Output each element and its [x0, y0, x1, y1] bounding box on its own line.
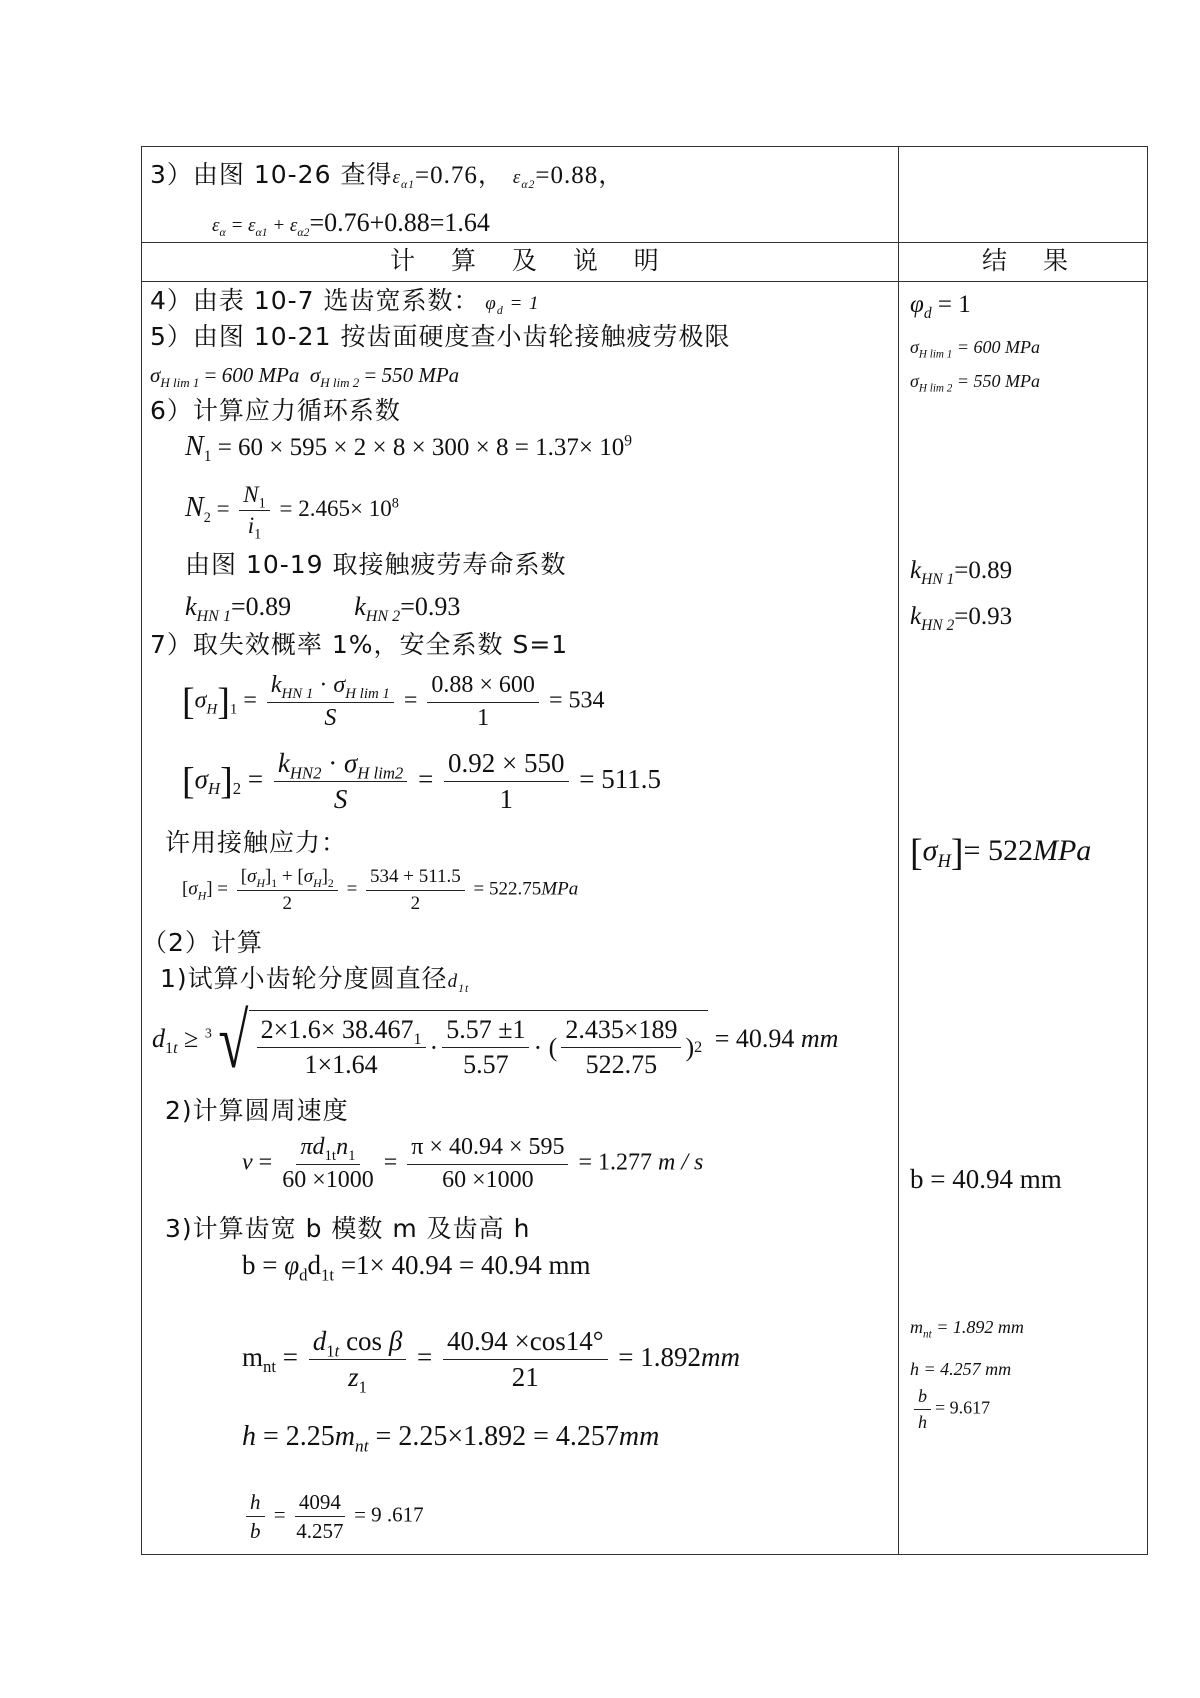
result-b-over-h: $\frac{b}{h}$ = 9.617: [910, 1386, 990, 1432]
velocity-formula: v = $\frac{\pi d_{1t}n_1}{60 \times 1000}$ = $\frac{\pi \times 40.94 \times 595}{60 \times 1000}$ = 1.277 m / s: [242, 1134, 704, 1193]
result-khn1: $k_{HN 1}=0.89$: [910, 557, 1013, 588]
khn-values: $k_{HN 1}=0.89$ $k_{HN 2}=0.93$: [185, 592, 461, 626]
result-khn2: $k_{HN 2}=0.93$: [910, 603, 1013, 634]
step-6b: 由图 10-19 取接触疲劳寿命系数: [185, 550, 567, 579]
step-5-values: $\sigma_{H lim 1} = 600$ MPa $\sigma_{H lim 2} = 550$ MPa: [150, 363, 460, 391]
step-4: 4）由表 10-7 选齿宽系数： $\varphi_d = 1$: [150, 286, 540, 317]
b-formula: $b = \varphi_dd_{1t} =1\times 40.94 = 40.94$ mm: [242, 1250, 591, 1285]
n1-formula: $N_1 = 60 \times 595 \times 2 \times 8 \times 300 \times 8 = 1.37\times 10^9$: [185, 431, 632, 465]
header-right: 结 果: [982, 246, 1082, 275]
n2-formula: $N_2$ = $\frac{N_1}{i_1}$ = $2.465\times 10^8$: [185, 482, 399, 544]
top-line-2: $\varepsilon_\alpha = \varepsilon_{\alpha 1} + \varepsilon_{\alpha 2}=0.76+0.88=1.64$: [212, 208, 490, 239]
step-6: 6）计算应力循环系数: [150, 396, 401, 425]
result-h: h = 4.257 mm: [910, 1359, 1012, 1379]
row-divider-header: [141, 281, 1148, 282]
result-sigma-hlim2: $\sigma_{H lim 2} = 550$ MPa: [910, 371, 1040, 395]
mnt-formula: $m_{nt}$ = $\frac{d_{1t} \cos \beta}{z_1}$ = $\frac{40.94 \times\cos 14^\circ}{21}$ = 1.892mm: [242, 1326, 740, 1397]
hb-formula: $\frac{h}{b}$ = $\frac{4094}{4.257}$ = 9 .617: [242, 1490, 424, 1543]
top-line-1: 3）由图 10-26 查得$\varepsilon_{\alpha 1}=0.76$， $\varepsilon_{\alpha 2}=0.88$，: [150, 160, 625, 191]
header-left: 计 算 及 说 明: [390, 246, 673, 275]
row-divider-top: [141, 242, 1148, 243]
sigma-h1-formula: $[\sigma_H]_1$ = $\frac{k_{HN 1} \cdot \sigma_{H lim 1}}{S}$ = $\frac{0.88 \times 600}{1}$ = 534: [182, 672, 605, 731]
calc-step-2: 2)计算圆周速度: [165, 1096, 349, 1125]
result-sigma-hlim1: $\sigma_{H lim 1} = 600$ MPa: [910, 337, 1040, 361]
column-divider: [898, 146, 899, 1555]
result-b: b = 40.94 mm: [910, 1164, 1062, 1194]
allow-formula: $[\sigma_H]$ = $\frac{[\sigma_H]_1 + [\sigma_H]_2}{2}$ = $\frac{534 + 511.5}{2}$ = 522.75MPa: [182, 866, 579, 914]
calc-heading: （2）计算: [142, 928, 263, 957]
h-formula: $h = 2.25m_{nt} = 2.25\times 1.892 = 4.257mm$: [242, 1421, 660, 1456]
result-mnt: $m_{nt} = 1.892$ mm: [910, 1317, 1024, 1341]
calc-step-1: 1)试算小齿轮分度圆直径$d_{1t}$: [160, 964, 470, 995]
step-7: 7）取失效概率 1%，安全系数 S=1: [150, 630, 569, 659]
calc-step-3: 3)计算齿宽 b 模数 m 及齿高 h: [165, 1214, 531, 1243]
result-sigma-h: $[\sigma_H]= 522MPa$: [910, 832, 1092, 875]
d1t-formula: $d_{1t} \ge ^3$ √ $\frac{2\times 1.6\times 38.467_1}{1\times 1.64}$ · $\frac{5.57 \pm 1}{5.57}$ · ( $\frac{2.435\times 189}{522.75}$ ) 2 = 40.94 mm: [152, 997, 839, 1084]
result-phi-d: $\varphi_d = 1$: [910, 291, 971, 322]
allow-label: 许用接触应力：: [165, 828, 348, 857]
sigma-h2-formula: $[\sigma_H]_2$ = $\frac{k_{HN2} \cdot \sigma_{H lim2}}{S}$ = $\frac{0.92 \times 550}{1}$ = 511.5: [182, 748, 662, 815]
step-5: 5）由图 10-21 按齿面硬度查小齿轮接触疲劳极限: [150, 322, 731, 351]
